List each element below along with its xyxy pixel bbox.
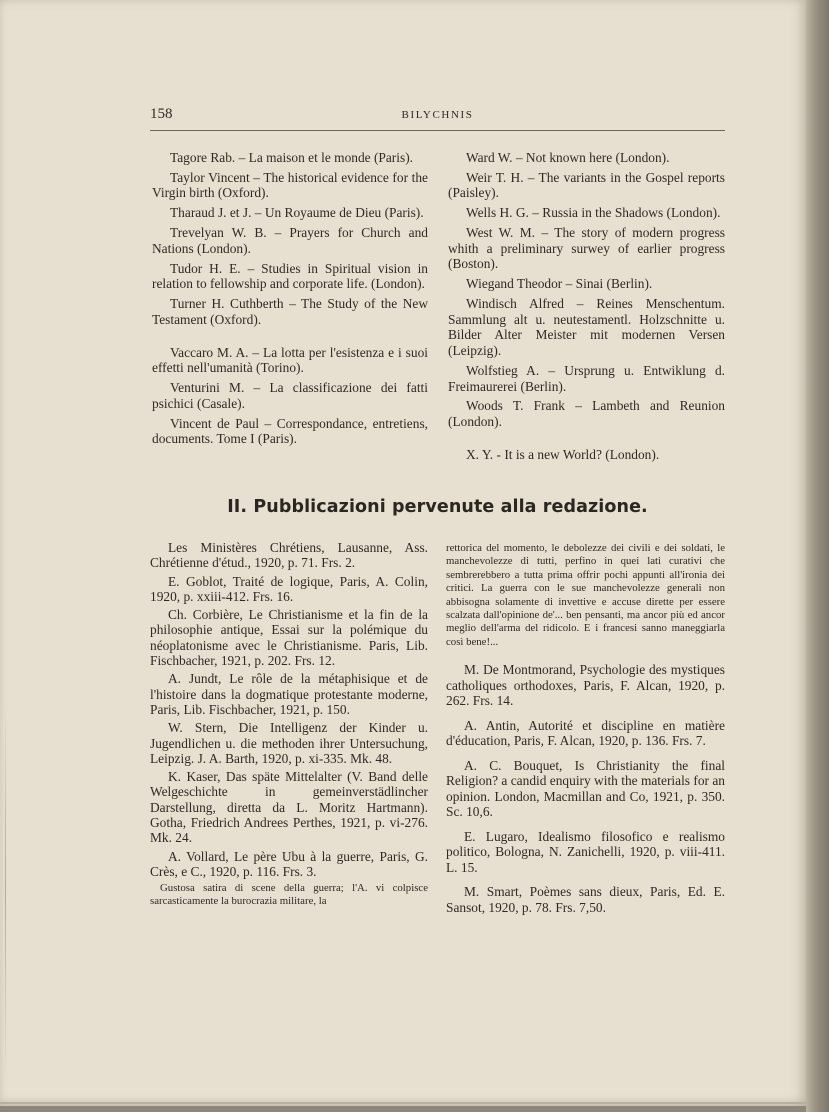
bibliography-entry: Vaccaro M. A. – La lotta per l'esistenza e i suoi effetti nell'umanità (Torino). xyxy=(152,344,428,376)
publication-entry: A. Jundt, Le rôle de la métaphisique et de l'histoire dans la dogmatique protestante moderne, Paris, Lib. Fischbacher, 1921, p. 150. xyxy=(150,671,428,717)
running-head: BILYCHNIS xyxy=(401,109,474,121)
page-number: 158 xyxy=(150,106,173,122)
page-bottom-edge xyxy=(0,1102,806,1104)
page-header xyxy=(150,106,725,131)
publication-entry: M. De Montmorand, Psychologie des mystiques catholiques orthodoxes, Paris, F. Alcan, 1920, p. 262. Frs. 14. xyxy=(446,662,725,709)
review-note: Gustosa satira di scene della guerra; l'A. vi colpisce sarcasticamente la burocrazia militare, la xyxy=(150,882,428,908)
bibliography-entry: Wiegand Theodor – Sinai (Berlin). xyxy=(466,276,653,292)
scan-margin-mark xyxy=(5,700,6,1080)
publication-entry: W. Stern, Die Intelligenz der Kinder u. Jugendlichen u. die methoden ihrer Untersuchung, Leipzig. J. A. Barth, 1920, p. xi-335. Mk. 48. xyxy=(150,720,428,766)
letter-group-gap xyxy=(152,332,428,345)
binding-edge xyxy=(806,0,829,1112)
bibliography-entry: Venturini M. – La classificazione dei fatti psichici (Casale). xyxy=(152,380,428,411)
bibliography-entry: Trevelyan W. B. – Prayers for Church and Nations (London). xyxy=(152,225,428,256)
publication-entry: A. Vollard, Le père Ubu à la guerre, Paris, G. Crès, e C., 1920, p. 116. Frs. 3. xyxy=(150,848,428,879)
letter-group-gap xyxy=(448,434,725,447)
bibliography-entry: X. Y. - It is a new World? (London). xyxy=(466,446,660,462)
section-title: II. Pubblicazioni pervenute alla redazione. xyxy=(227,497,648,517)
publication-entry: M. Smart, Poèmes sans dieux, Paris, Ed. E. Sansot, 1920, p. 78. Frs. 7,50. xyxy=(446,884,725,915)
bibliography-entry: Turner H. Cuthberth – The Study of the New Testament (Oxford). xyxy=(152,296,428,327)
bibliography-entry: Tudor H. E. – Studies in Spiritual vision in relation to fellowship and corporate life. (London). xyxy=(152,260,428,292)
review-note-continued: rettorica del momento, le debolezze dei civili e dei soldati, le manchevolezze di tutti, perfino in quei lati curativi che sembrerebbero a tutta prima offrir pochi appunti all'ironia dei critici. La guerra con le sue manchevolezze generali non abbisogna solamente di invettive e accuse dirette per essere scalzata dall'opinione de'... ben pensanti, ma ancor più ed ancor meglio dell'arma del ridicolo. E i francesi sanno maneggiarla così bene!... xyxy=(446,542,725,648)
publications-column-right xyxy=(446,542,725,924)
bibliography-entry: Weir T. H. – The variants in the Gospel reports (Paisley). xyxy=(448,169,725,201)
bibliography-entry: Ward W. – Not known here (London). xyxy=(466,150,670,165)
publication-entry: Les Ministères Chrétiens, Lausanne, Ass. Chrétienne d'étud., 1920, p. 71. Frs. 2. xyxy=(150,540,428,571)
bibliography-entry: Woods T. Frank – Lambeth and Reunion (London). xyxy=(448,398,725,429)
publications-column-left xyxy=(150,540,428,908)
bibliography-entry: Wolfstieg A. – Ursprung u. Entwiklung d. Freimaurerei (Berlin). xyxy=(448,362,725,394)
bibliography-entry: West W. M. – The story of modern progress whith a preliminary surwey of earlier progress (Boston). xyxy=(448,225,725,272)
bibliography-entry: Vincent de Paul – Correspondance, entretiens, documents. Tome I (Paris). xyxy=(152,415,428,447)
publication-entry: A. C. Bouquet, Is Christianity the final Religion? a candid enquiry with the materials for an opinion. London, Macmillan and Co, 1921, p. 350. Sc. 10,6. xyxy=(446,757,725,820)
bibliography-entry: Windisch Alfred – Reines Menschentum. Sammlung alt u. neutestamentl. Holzschnitte u. Bilder Alter Meister mit modernen Versen (Leipzig). xyxy=(448,296,725,359)
bibliography-entry: Tharaud J. et J. – Un Royaume de Dieu (Paris). xyxy=(170,205,424,221)
publication-entry: E. Lugaro, Idealismo filosofico e realismo politico, Bologna, N. Zanichelli, 1920, p. viii-411. L. 15. xyxy=(446,828,725,875)
bibliography-column-right xyxy=(448,150,725,467)
bibliography-entry: Taylor Vincent – The historical evidence for the Virgin birth (Oxford). xyxy=(152,169,428,201)
bibliography-column-left xyxy=(152,150,428,451)
bibliography-entry: Wells H. G. – Russia in the Shadows (London). xyxy=(466,205,721,221)
publication-entry: A. Antin, Autorité et discipline en matière d'éducation, Paris, F. Alcan, 1920, p. 136. Frs. 7. xyxy=(446,717,725,749)
publication-entry: Ch. Corbière, Le Christianisme et la fin de la philosophie antique, Essai sur la polémique du néoplatonisme avec le Christianisme. Paris, Lib. Fischbacher, 1921, p. 202. Frs. 12. xyxy=(150,607,428,669)
publication-entry: K. Kaser, Das späte Mittelalter (V. Band delle Welgeschichte in gemeinverstädlincher Darstellung, diretta da L. Moritz Hartmann). Gotha, Friedrich Andrees Perthes, 1921, p. vi-276. Mk. 24. xyxy=(150,769,428,846)
bibliography-entry: Tagore Rab. – La maison et le monde (Paris). xyxy=(170,150,413,165)
publication-entry: E. Goblot, Traité de logique, Paris, A. Colin, 1920, p. xxiii-412. Frs. 16. xyxy=(150,573,428,604)
